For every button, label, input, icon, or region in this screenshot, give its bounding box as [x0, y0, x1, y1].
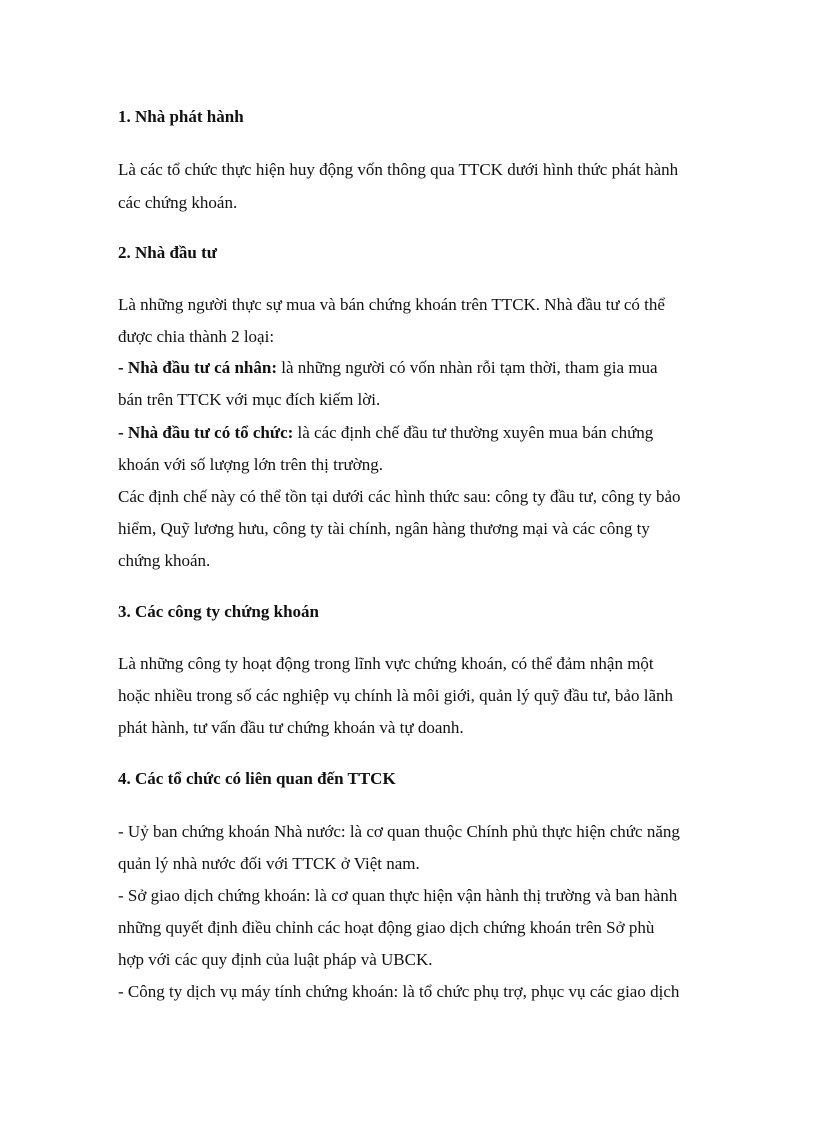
list-item-term: - Nhà đầu tư có tổ chức:	[118, 423, 294, 442]
paragraph-line: - Sở giao dịch chứng khoán: là cơ quan thực hiện vận hành thị trường và ban hành	[118, 886, 678, 905]
paragraph-line: hiểm, Quỹ lương hưu, công ty tài chính, ngân hàng thương mại và các công ty	[118, 519, 650, 538]
list-item-text: là các định chế đầu tư thường xuyên mua bán chứng	[293, 423, 654, 442]
list-item-text: là những người có vốn nhàn rỗi tạm thời, tham gia mua	[277, 358, 658, 377]
list-item	[118, 357, 658, 379]
paragraph-line: Là những công ty hoạt động trong lĩnh vực chứng khoán, có thể đảm nhận một	[118, 654, 654, 673]
paragraph-line: hợp với các quy định của luật pháp và UBCK.	[118, 950, 433, 969]
paragraph-line: Là các tổ chức thực hiện huy động vốn thông qua TTCK dưới hình thức phát hành	[118, 160, 679, 179]
section-heading: 4. Các tổ chức có liên quan đến TTCK	[118, 769, 396, 788]
paragraph-line: chứng khoán.	[118, 551, 211, 570]
paragraph-line: những quyết định điều chỉnh các hoạt động giao dịch chứng khoán trên Sở phù	[118, 918, 655, 937]
paragraph-line: Các định chế này có thể tồn tại dưới các hình thức sau: công ty đầu tư, công ty bảo	[118, 487, 681, 506]
paragraph-line: - Công ty dịch vụ máy tính chứng khoán: là tổ chức phụ trợ, phục vụ các giao dịch	[118, 982, 680, 1001]
paragraph-line: - Uỷ ban chứng khoán Nhà nước: là cơ quan thuộc Chính phủ thực hiện chức năng	[118, 822, 680, 841]
paragraph-line: Là những người thực sự mua và bán chứng khoán trên TTCK. Nhà đầu tư có thể	[118, 295, 665, 314]
paragraph-line: khoán với số lượng lớn trên thị trường.	[118, 455, 383, 474]
paragraph-line: được chia thành 2 loại:	[118, 327, 275, 346]
paragraph-line: quản lý nhà nước đối với TTCK ở Việt nam.	[118, 854, 420, 873]
list-item	[118, 422, 653, 444]
paragraph-line: hoặc nhiều trong số các nghiệp vụ chính là môi giới, quản lý quỹ đầu tư, bảo lãnh	[118, 686, 673, 705]
section-heading: 2. Nhà đầu tư	[118, 243, 218, 262]
list-item-term: - Nhà đầu tư cá nhân:	[118, 358, 277, 377]
section-heading: 1. Nhà phát hành	[118, 107, 244, 126]
paragraph-line: phát hành, tư vấn đầu tư chứng khoán và tự doanh.	[118, 718, 464, 737]
paragraph-line: các chứng khoán.	[118, 193, 238, 212]
paragraph-line: bán trên TTCK với mục đích kiếm lời.	[118, 390, 381, 409]
section-heading: 3. Các công ty chứng khoán	[118, 602, 320, 621]
